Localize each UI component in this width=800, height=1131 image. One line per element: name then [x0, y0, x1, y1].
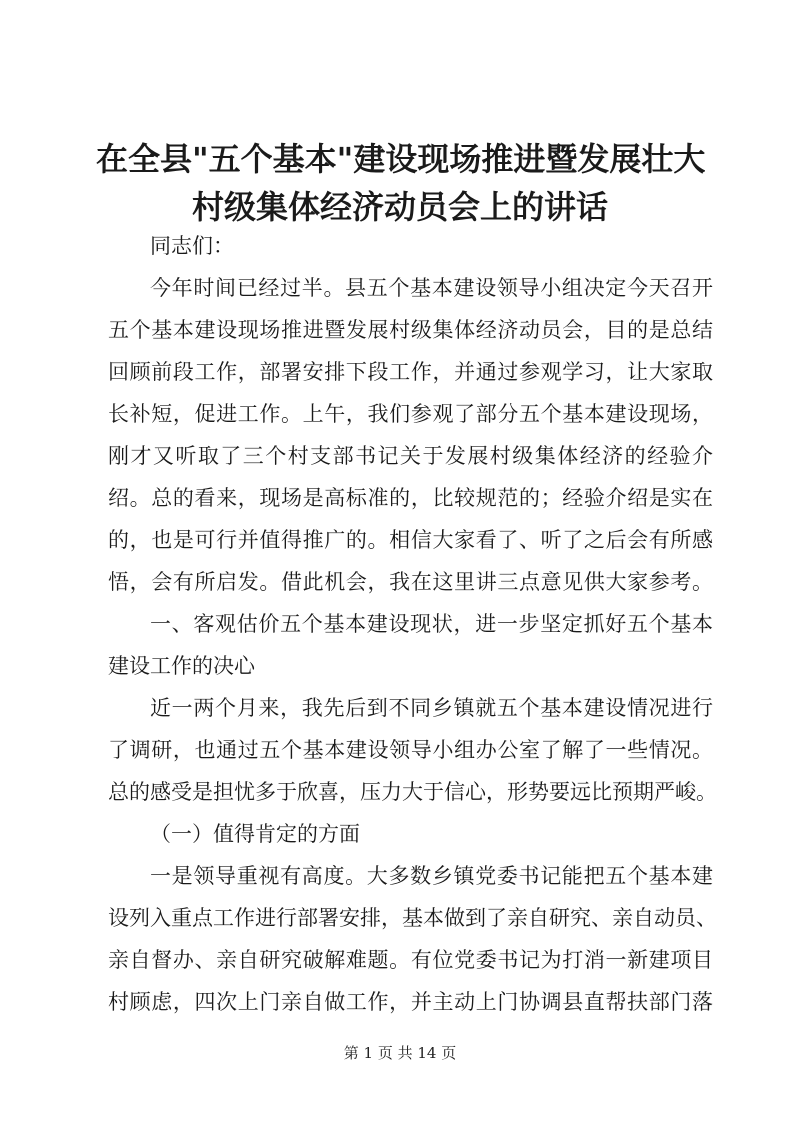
- paragraph-line: 亲自督办、亲自研究破解难题。有位党委书记为打消一新建项目: [108, 948, 713, 972]
- section-heading-line: 一、客观估价五个基本建设现状，进一步坚定抓好五个基本: [150, 612, 713, 636]
- paragraph-line: 总的感受是担忧多于欣喜，压力大于信心，形势要远比预期严峻。: [108, 780, 717, 804]
- paragraph-line: 回顾前段工作，部署安排下段工作，并通过参观学习，让大家取: [108, 360, 713, 384]
- section-heading-line: 建设工作的决心: [108, 654, 255, 678]
- paragraph-line: 村顾虑，四次上门亲自做工作，并主动上门协调县直帮扶部门落: [108, 990, 713, 1014]
- paragraph-line: 刚才又听取了三个村支部书记关于发展村级集体经济的经验介: [108, 444, 713, 468]
- paragraph-line: 一是领导重视有高度。大多数乡镇党委书记能把五个基本建: [150, 864, 713, 888]
- subsection-heading: （一）值得肯定的方面: [150, 822, 360, 846]
- salutation: 同志们：: [150, 234, 234, 258]
- paragraph-line: 绍。总的看来，现场是高标准的，比较规范的；经验介绍是实在: [108, 486, 713, 510]
- paragraph-line: 的，也是可行并值得推广的。相信大家看了、听了之后会有所感: [108, 528, 713, 552]
- paragraph-line: 悟，会有所启发。借此机会，我在这里讲三点意见供大家参考。: [108, 570, 713, 594]
- paragraph-line: 五个基本建设现场推进暨发展村级集体经济动员会，目的是总结: [108, 318, 713, 342]
- document-title-line-2: 村级集体经济动员会上的讲话: [191, 188, 608, 226]
- paragraph-line: 近一两个月来，我先后到不同乡镇就五个基本建设情况进行: [150, 696, 713, 720]
- paragraph-line: 长补短，促进工作。上午，我们参观了部分五个基本建设现场，: [108, 402, 713, 426]
- paragraph-line: 了调研，也通过五个基本建设领导小组办公室了解了一些情况。: [108, 738, 713, 762]
- paragraph-line: 今年时间已经过半。县五个基本建设领导小组决定今天召开: [150, 276, 713, 300]
- paragraph-line: 设列入重点工作进行部署安排，基本做到了亲自研究、亲自动员、: [108, 906, 717, 930]
- document-title-line-1: 在全县"五个基本"建设现场推进暨发展壮大: [96, 140, 706, 178]
- page-footer: 第 1 页 共 14 页: [343, 1044, 457, 1062]
